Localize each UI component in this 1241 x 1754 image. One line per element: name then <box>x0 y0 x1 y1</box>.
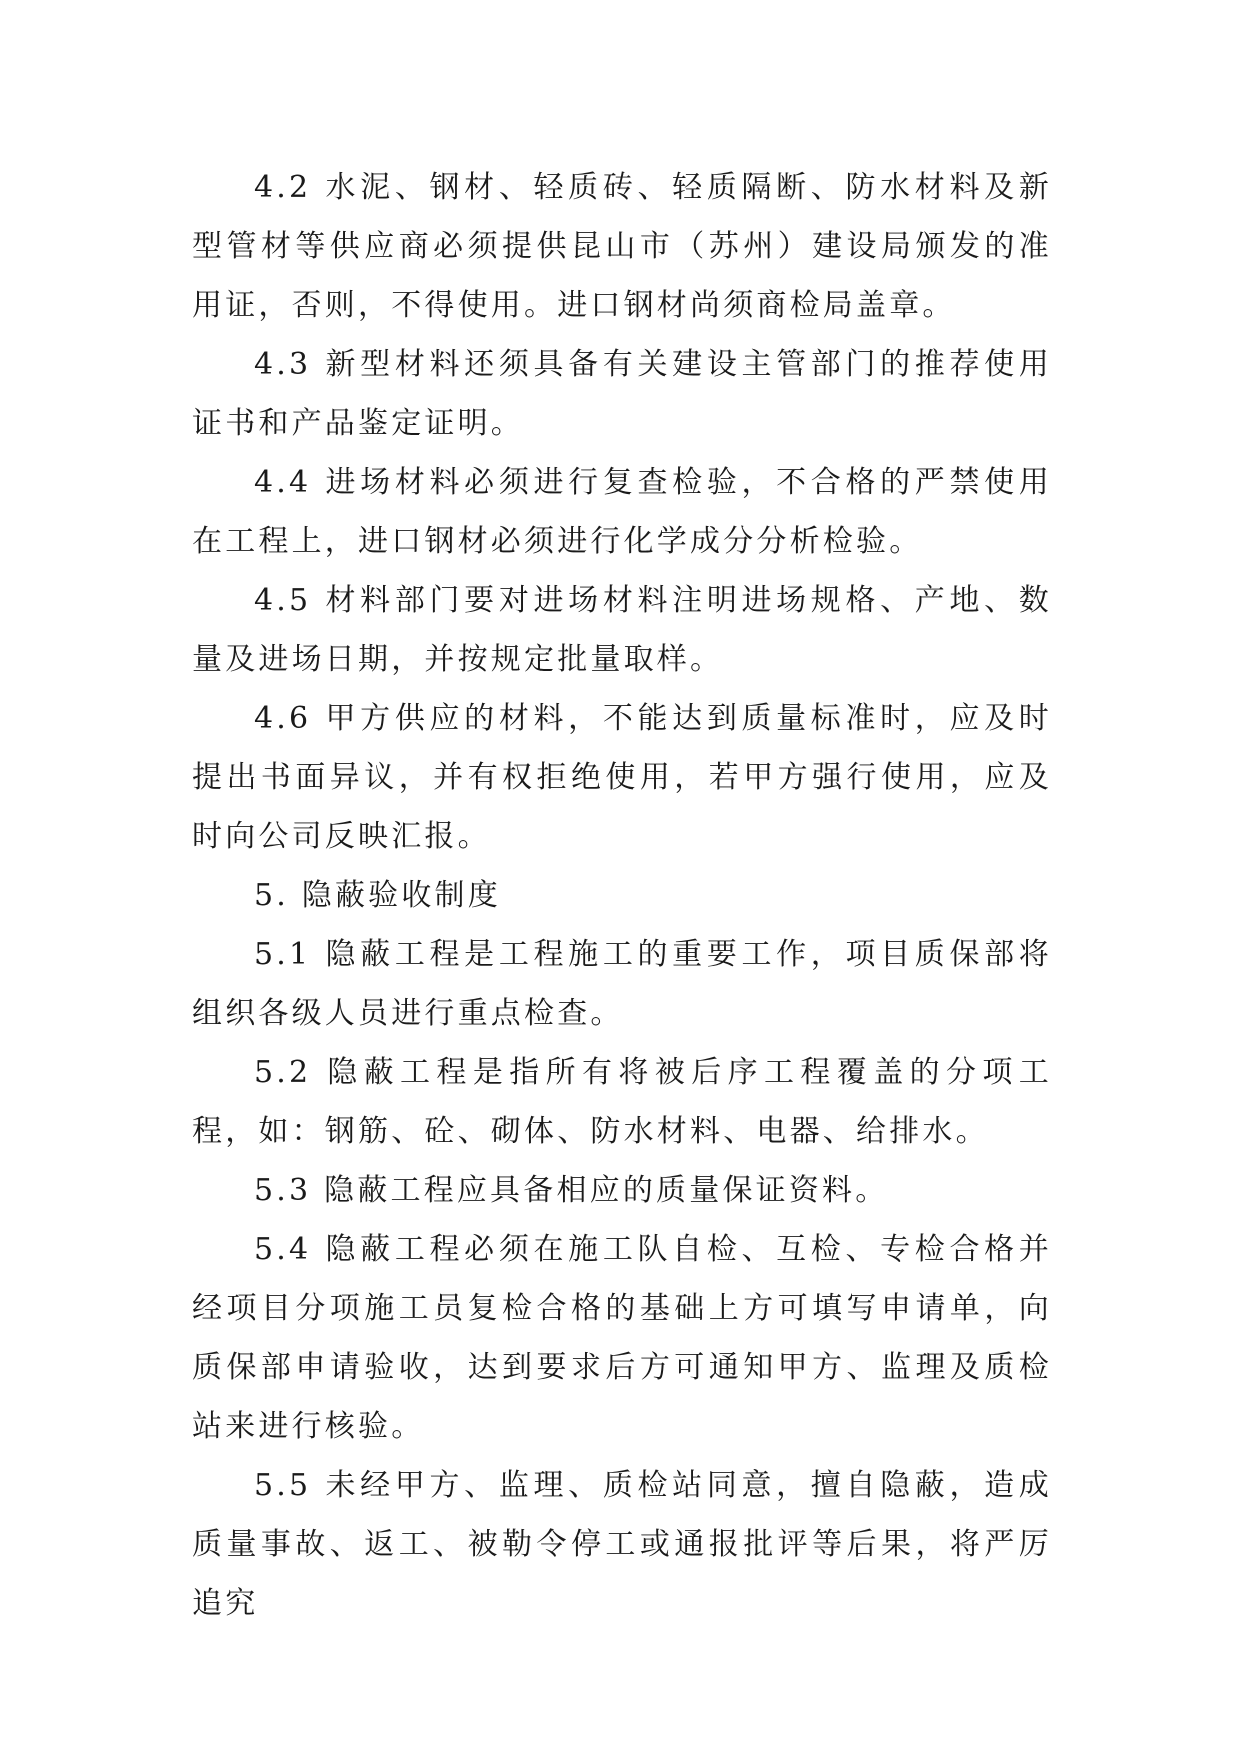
paragraph-4-6: 4.6 甲方供应的材料，不能达到质量标准时，应及时提出书面异议，并有权拒绝使用，若甲方强行使用，应及时向公司反映汇报。 <box>192 701 1052 854</box>
paragraph-4-2: 4.2 水泥、钢材、轻质砖、轻质隔断、防水材料及新型管材等供应商必须提供昆山市（苏州）建设局颁发的准用证，否则，不得使用。进口钢材尚须商检局盖章。 <box>192 170 1052 323</box>
document-body <box>192 158 1052 1633</box>
paragraph-4-5: 4.5 材料部门要对进场材料注明进场规格、产地、数量及进场日期，并按规定批量取样。 <box>192 583 1052 677</box>
paragraph-5-3: 5.3 隐蔽工程应具备相应的质量保证资料。 <box>254 1173 889 1208</box>
paragraph-5-1: 5.1 隐蔽工程是工程施工的重要工作，项目质保部将组织各级人员进行重点检查。 <box>192 937 1052 1031</box>
paragraph-5-5: 5.5 未经甲方、监理、质检站同意，擅自隐蔽，造成质量事故、返工、被勒令停工或通报批评等后果，将严厉追究 <box>192 1468 1052 1621</box>
paragraph-5-2: 5.2 隐蔽工程是指所有将被后序工程覆盖的分项工程，如：钢筋、砼、砌体、防水材料、电器、给排水。 <box>192 1055 1052 1149</box>
paragraph-4-4: 4.4 进场材料必须进行复查检验，不合格的严禁使用在工程上，进口钢材必须进行化学成分分析检验。 <box>192 465 1052 559</box>
section-heading-5: 5. 隐蔽验收制度 <box>254 878 501 913</box>
paragraph-4-3: 4.3 新型材料还须具备有关建设主管部门的推荐使用证书和产品鉴定证明。 <box>192 347 1052 441</box>
paragraph-5-4: 5.4 隐蔽工程必须在施工队自检、互检、专检合格并经项目分项施工员复检合格的基础上方可填写申请单，向质保部申请验收，达到要求后方可通知甲方、监理及质检站来进行核验。 <box>192 1232 1052 1444</box>
